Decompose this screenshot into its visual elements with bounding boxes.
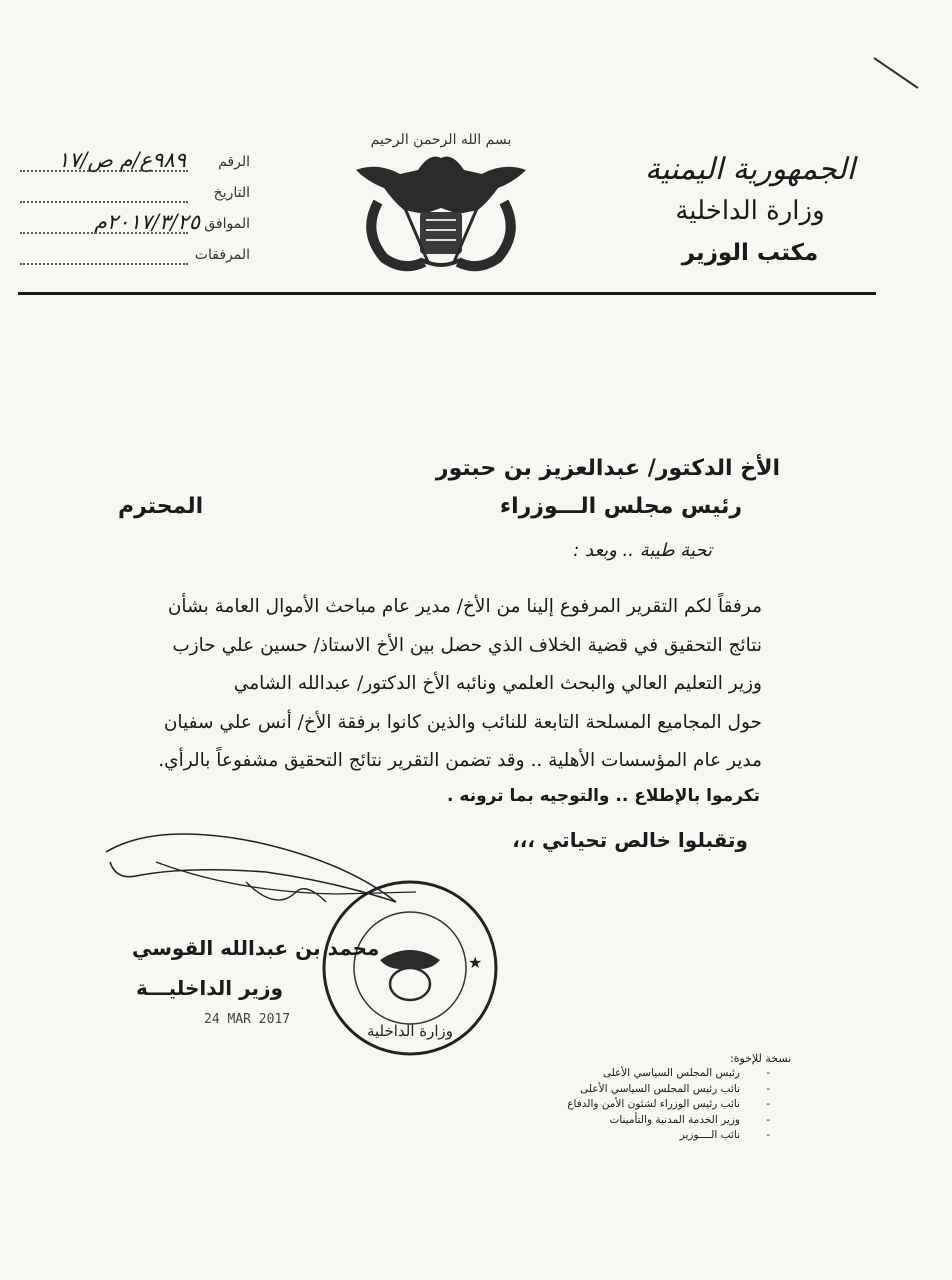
addressee-name: الأخ الدكتور/ عبدالعزيز بن حبتور xyxy=(435,456,780,481)
addressee-title: رئيس مجلس الـــوزراء xyxy=(499,494,742,519)
cc-item: - رئيس المجلس السياسي الأعلى xyxy=(602,1067,770,1079)
gregorian-date-row xyxy=(20,210,250,241)
official-seal xyxy=(318,876,502,1064)
reference-number-row xyxy=(20,148,250,179)
gregorian-value: ٢٠١٧/٣/٢٥م xyxy=(93,210,200,234)
attachments-label: المرفقات xyxy=(194,247,250,263)
body-line: وزير التعليم العالي والبحث العلمي ونائبه الأخ الدكتور/ عبدالله الشامي xyxy=(233,673,762,694)
date-stamp: 24 MAR 2017 xyxy=(204,1012,291,1027)
body-line: مدير عام المؤسسات الأهلية .. وقد تضمن التقرير نتائج التحقيق مشفوعاً بالرأي. xyxy=(158,750,762,771)
closing-line: وتقبلوا خالص تحياتي ،،، xyxy=(512,828,748,852)
respected-label: المحترم xyxy=(118,494,204,519)
signatory-name: محمد بن عبدالله القوسي xyxy=(132,936,380,960)
yemen-emblem xyxy=(338,122,544,274)
gregorian-label: الموافق xyxy=(204,216,250,232)
cc-item: - نائب رئيس الوزراء لشئون الأمن والدفاع xyxy=(567,1098,770,1110)
greeting: تحية طيبة .. وبعد : xyxy=(573,540,712,561)
office-name: مكتب الوزير xyxy=(681,240,819,266)
date-label: التاريخ xyxy=(213,185,250,201)
cc-item: - وزير الخدمة المدنية والتأمينات xyxy=(609,1113,770,1126)
reference-block xyxy=(20,148,250,272)
body-line: مرفقاً لكم التقرير المرفوع إلينا من الأخ/ مدير عام مباحث الأموال العامة بشأن xyxy=(167,596,762,617)
attachments-row xyxy=(20,241,250,272)
basmala-text: بسم الله الرحمن الرحيم xyxy=(370,132,512,148)
country-name: الجمهورية اليمنية xyxy=(644,152,856,187)
cc-item: - نائب الــــوزير xyxy=(679,1129,770,1141)
signatory-title: وزير الداخليـــة xyxy=(136,976,284,1000)
body-line: نتائج التحقيق في قضية الخلاف الذي حصل بين الأخ الاستاذ/ حسين علي حازب xyxy=(172,634,762,656)
header-divider xyxy=(18,292,876,295)
request-line: تكرموا بالإطلاع .. والتوجيه بما ترونه . xyxy=(447,786,760,806)
seal-text: وزارة الداخلية xyxy=(366,1022,454,1040)
cc-title: نسخة للإخوة: xyxy=(730,1052,792,1065)
cc-list xyxy=(560,1066,770,1144)
date-row xyxy=(20,179,250,210)
corner-mark xyxy=(872,52,922,96)
letter-body xyxy=(72,588,762,781)
cc-item: - نائب رئيس المجلس السياسي الأعلى xyxy=(580,1082,770,1095)
body-line: حول المجاميع المسلحة التابعة للنائب والذين كانوا برفقة الأخ/ أنس علي سفيان xyxy=(163,711,762,733)
svg-text:★: ★ xyxy=(468,953,483,972)
ministry-name: وزارة الداخلية xyxy=(675,196,825,226)
number-value: ٩٨٩ع/م ص/١٧ xyxy=(57,148,186,172)
letterhead xyxy=(630,150,870,274)
number-label: الرقم xyxy=(218,154,250,170)
